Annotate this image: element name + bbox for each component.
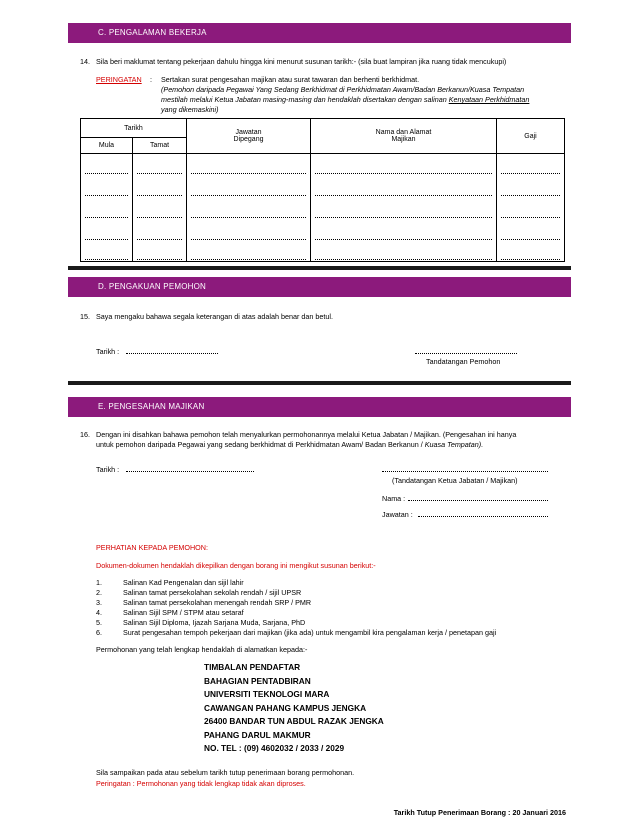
q16-line-2: untuk pemohon daripada Pegawai yang sedang berkhidmat di Perkhidmatan Awam/ Badan Berkanun / Kuasa Tempatan).: [96, 440, 484, 449]
doc-item-num: 4.: [96, 608, 102, 617]
address-line: PAHANG DARUL MAKMUR: [204, 729, 311, 740]
doc-item-text: Salinan Kad Pengenalan dan sijil lahir: [123, 578, 244, 587]
nama-field[interactable]: [408, 500, 548, 501]
section-d-header: [68, 277, 571, 297]
jawatan-field[interactable]: [418, 516, 548, 517]
d-tarikh-field[interactable]: [126, 353, 218, 354]
e-tarikh-field[interactable]: [126, 471, 254, 472]
address-line: CAWANGAN PAHANG KAMPUS JENGKA: [204, 702, 367, 713]
section-c-title: C. PENGALAMAN BEKERJA: [98, 28, 207, 37]
d-signature-label: Tandatangan Pemohon: [426, 357, 501, 366]
e-signature-label: (Tandatangan Ketua Jabatan / Majikan): [392, 476, 518, 485]
doc-item-num: 5.: [96, 618, 102, 627]
nama-label: Nama :: [382, 494, 406, 503]
notice-heading: PERHATIAN KEPADA PEMOHON:: [96, 543, 208, 552]
doc-item-text: Salinan Sijil Diploma, Ijazah Sarjana Muda, Sarjana, PhD: [123, 618, 306, 627]
col-mula: Mula: [81, 138, 133, 154]
col-nama-alamat: Nama dan Alamat Majikan: [311, 119, 497, 154]
warning-line-3: mestilah melalui Ketua Jabatan masing-masing dan hendaklah disertakan dengan salinan Kenyataan Perkhidmatan: [161, 95, 530, 104]
section-e-header: [68, 397, 571, 417]
d-signature-field[interactable]: [415, 353, 517, 354]
doc-item-text: Salinan Sijil SPM / STPM atau setaraf: [123, 608, 244, 617]
closing-date: Tarikh Tutup Penerimaan Borang : 20 Januari 2016: [393, 808, 566, 817]
closing-warning: Peringatan : Permohonan yang tidak lengkap tidak akan diproses.: [96, 779, 306, 788]
notice-subheading: Dokumen-dokumen hendaklah dikepilkan dengan borang ini mengikut susunan berikut:-: [96, 561, 376, 570]
warning-line-2: (Pemohon daripada Pegawai Yang Sedang Berkhidmat di Perkhidmatan Awam/Badan Berkanun/Kuasa Tempatan: [161, 85, 525, 94]
doc-item-num: 1.: [96, 578, 102, 587]
col-jawatan: Jawatan Dipegang: [187, 119, 311, 154]
col-tarikh: Tarikh: [81, 119, 187, 138]
q14-text: Sila beri maklumat tentang pekerjaan dahulu hingga kini menurut susunan tarikh:- (sila buat lampiran jika ruang tidak mencukupi): [96, 57, 507, 66]
cell-jawatan[interactable]: [187, 154, 311, 262]
q15-number: 15.: [80, 312, 90, 321]
q14-number: 14.: [80, 57, 90, 66]
cell-gaji[interactable]: [497, 154, 565, 262]
address-line: BAHAGIAN PENTADBIRAN: [204, 675, 311, 686]
address-line: TIMBALAN PENDAFTAR: [204, 662, 301, 672]
section-e-title: E. PENGESAHAN MAJIKAN: [98, 402, 205, 411]
doc-item-num: 6.: [96, 628, 102, 637]
q15-text: Saya mengaku bahawa segala keterangan di atas adalah benar dan betul.: [96, 312, 333, 321]
divider: [68, 266, 571, 270]
doc-item-num: 3.: [96, 598, 102, 607]
send-to-text: Permohonan yang telah lengkap hendaklah di alamatkan kepada:-: [96, 645, 308, 654]
jawatan-label: Jawatan :: [382, 510, 413, 519]
divider: [68, 381, 571, 385]
e-tarikh-label: Tarikh :: [96, 465, 120, 474]
warning-line-4: yang dikemaskini): [161, 105, 219, 114]
doc-item-text: Salinan tamat persekolahan menengah rendah SRP / PMR: [123, 598, 312, 607]
section-d-title: D. PENGAKUAN PEMOHON: [98, 282, 207, 291]
address-phone: NO. TEL : (09) 4602032 / 2033 / 2029: [204, 743, 345, 753]
work-experience-table: [80, 118, 565, 262]
cell-tamat[interactable]: [133, 154, 187, 262]
warning-colon: :: [150, 75, 152, 84]
q16-number: 16.: [80, 430, 90, 439]
doc-item-num: 2.: [96, 588, 102, 597]
warning-line-1: Sertakan surat pengesahan majikan atau surat tawaran dan berhenti berkhidmat.: [161, 75, 420, 84]
doc-item-text: Surat pengesahan tempoh pekerjaan dari majikan (jika ada) untuk mengambil kira pengalaman kerja / penetapan gaji: [123, 628, 497, 637]
col-tamat: Tamat: [133, 138, 187, 154]
warning-label: PERINGATAN: [96, 75, 142, 84]
doc-item-text: Salinan tamat persekolahan sekolah rendah / sijil UPSR: [123, 588, 302, 597]
cell-mula[interactable]: [81, 154, 133, 262]
address-line: UNIVERSITI TEKNOLOGI MARA: [204, 689, 330, 699]
cell-nama-alamat[interactable]: [311, 154, 497, 262]
address-line: 26400 BANDAR TUN ABDUL RAZAK JENGKA: [204, 716, 384, 726]
closing-text: Sila sampaikan pada atau sebelum tarikh tutup penerimaan borang permohonan.: [96, 768, 355, 777]
e-signature-field[interactable]: [382, 471, 548, 472]
d-tarikh-label: Tarikh :: [96, 347, 120, 356]
kenyataan-perkhidmatan: Kenyataan Perkhidmatan: [448, 95, 530, 104]
q16-line-1: Dengan ini disahkan bahawa pemohon telah menyalurkan permohonannya melalui Ketua Jabatan / Majikan. (Pengesahan ini hanya: [96, 430, 517, 439]
col-gaji: Gaji: [497, 119, 565, 154]
section-c-header: [68, 23, 571, 43]
